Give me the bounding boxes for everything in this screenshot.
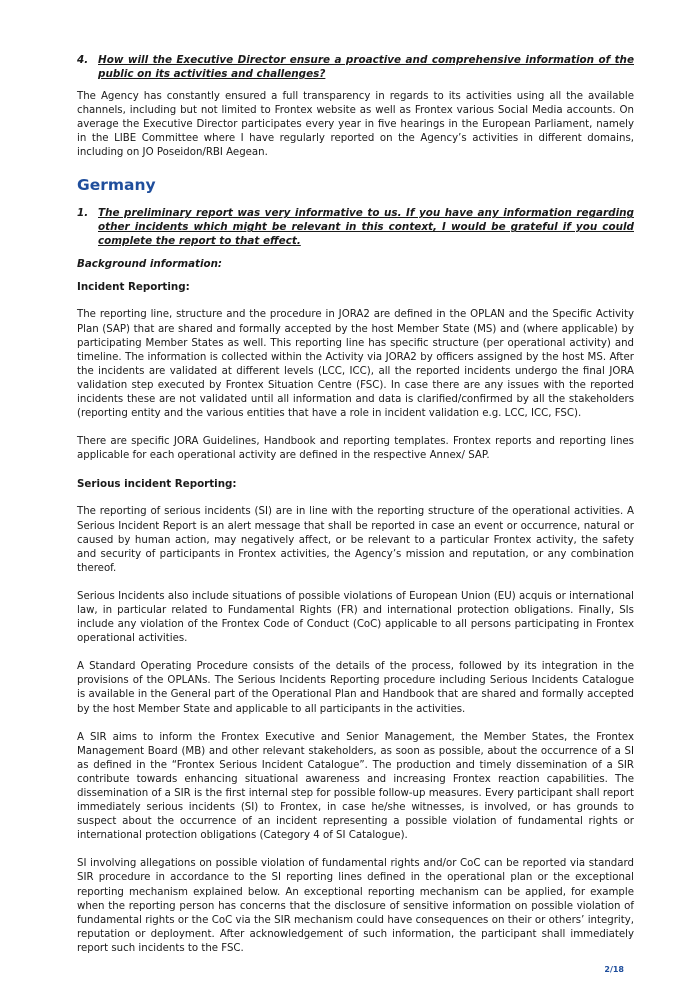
serious-incident-paragraph: SI involving allegations on possible violation of fundamental rights and/or CoC can be reported via standard SIR procedure in accordance to the SI reporting lines defined in the operational plan or the exceptional reporting mechanism explained below. An exceptional reporting mechanism can be applied, for example when the reporting person has concerns that the disclosure of sensitive information on possible violation of fundamental rights or the CoC via the SIR mechanism could have consequences on their or others’ integrity, reputation or deployment. After acknowledgement of such information, the participant shall immediately report such incidents to the FSC. — [77, 858, 634, 954]
question-4-number: 4. — [77, 54, 89, 66]
incident-reporting-heading: Incident Reporting: — [77, 281, 190, 294]
serious-incident-paragraph: A SIR aims to inform the Frontex Executive and Senior Management, the Member States, the Frontex Management Board (MB) and other relevant stakeholders, as soon as possible, about the occurrence of a SI as defined in the “Frontex Serious Incident Catalogue”. The production and timely dissemination of a SIR contribute towards enhancing situational awareness and increasing Frontex reaction capabilities. The dissemination of a SIR is the first internal step for possible follow-up measures. Every participant shall report immediately serious incidents (SI) to Frontex, in case he/she witnesses, is involved, or has grounds to suspect about the occurrence of an incident representing a possible violation of fundamental rights or international protection obligations (Category 4 of SI Catalogue). — [77, 731, 634, 842]
incident-reporting-paragraph: The reporting line, structure and the procedure in JORA2 are defined in the OPLAN and the Specific Activity Plan (SAP) that are shared and formally accepted by the host Member State (MS) and (where applicable) by participating Member States as well. This reporting line has specific structure (per operational activity) and timeline. The information is collected within the Activity via JORA2 by officers assigned by the host MS. After the incidents are validated at different levels (LCC, ICC), all the reported incidents undergo the final JORA validation step executed by Frontex Situation Centre (FSC). In case there are any issues with the reported incidents these are not validated until all information and data is clarified/confirmed by all the stakeholders (reporting entity and the various entities that have a role in incident validation e.g. LCC, ICC, FSC). — [77, 309, 634, 420]
serious-incident-reporting-heading: Serious incident Reporting: — [77, 478, 237, 491]
question-1 — [77, 206, 634, 248]
serious-incident-paragraph: A Standard Operating Procedure consists of the details of the process, followed by its integration in the provisions of the OPLANs. The Serious Incidents Reporting procedure including Serious Incidents Catalogue is available in the General part of the Operational Plan and Handbook that are shared and formally accepted by the host Member State and applicable to all participants in the activities. — [77, 661, 634, 715]
question-1-number: 1. — [77, 207, 89, 220]
question-4-text: How will the Executive Director ensure a proactive and comprehensive information of the public on its activities and challenges? — [98, 54, 634, 80]
background-label: Background information: — [77, 258, 223, 271]
page-number: 2/18 — [604, 965, 624, 974]
serious-incident-paragraph: The reporting of serious incidents (SI) are in line with the reporting structure of the operational activities. A Serious Incident Report is an alert message that shall be reported in case an event or occurrence, natural or caused by human action, may negatively affect, or be relevant to a particular Frontex activity, the safety and security of participants in Frontex activities, the Agency’s mission and reputation, or any combination thereof. — [77, 506, 634, 574]
answer-4-paragraph: The Agency has constantly ensured a full transparency in regards to its activities using all the available channels, including but not limited to Frontex website as well as Frontex various Social Media accounts. On average the Executive Director participates every year in five hearings in the European Parliament, namely in the LIBE Committee where I have regularly reported on the Agency’s activities in different domains, including on JO Poseidon/RBI Aegean. — [77, 91, 634, 159]
incident-reporting-paragraph: There are specific JORA Guidelines, Handbook and reporting templates. Frontex reports and reporting lines applicable for each operational activity are defined in the respective Annex/ SAP. — [77, 436, 634, 462]
serious-incident-paragraph: Serious Incidents also include situations of possible violations of European Union (EU) acquis or international law, in particular related to Fundamental Rights (FR) and international protection obligations. Finally, SIs include any violation of the Frontex Code of Conduct (CoC) applicable to all persons participating in Frontex operational activities. — [77, 590, 634, 645]
question-1-text: The preliminary report was very informative to us. If you have any information regarding other incidents which might be relevant in this context, I would be grateful if you could complete the report to that effect. — [98, 207, 634, 248]
question-4 — [77, 53, 634, 81]
section-heading-germany: Germany — [77, 176, 156, 195]
